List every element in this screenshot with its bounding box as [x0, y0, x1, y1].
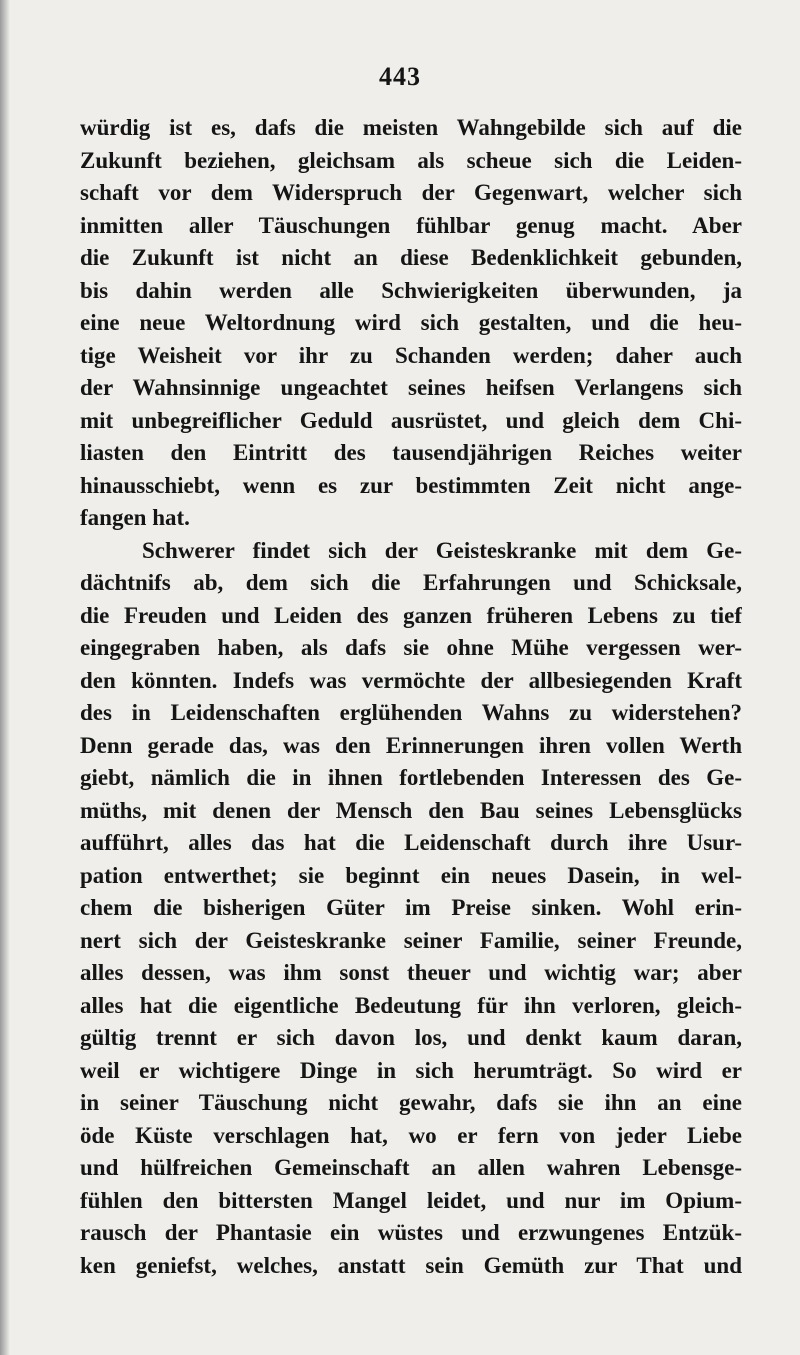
text-line: den könnten. Indefs was vermöchte der allbesiegenden Kraft [80, 667, 742, 693]
text-line: müths, mit denen der Mensch den Bau seines Lebensglücks [80, 797, 742, 823]
text-line: dächtnifs ab, dem sich die Erfahrungen und Schicksale, [80, 570, 742, 595]
text-line: gültig trennt er sich davon los, und denkt kaum daran, [80, 1025, 742, 1050]
text-line: giebt, nämlich die in ihnen fortlebenden Interessen des Ge- [80, 765, 742, 790]
text-line: fangen hat. [80, 505, 190, 530]
text-line: schaft vor dem Widerspruch der Gegenwart, welcher sich [80, 180, 742, 205]
text-line: weil er wichtigere Dinge in sich herumträgt. So wird er [80, 1057, 742, 1083]
text-line: würdig ist es, dafs die meisten Wahngebilde sich auf die [80, 115, 742, 140]
text-line: Denn gerade das, was den Erinnerungen ihren vollen Werth [80, 732, 742, 758]
text-line: des in Leidenschaften erglühenden Wahns zu widerstehen? [80, 700, 742, 725]
text-line: in seiner Täuschung nicht gewahr, dafs sie ihn an eine [80, 1090, 742, 1115]
page-gutter-shadow [0, 0, 10, 1355]
page-number: 443 [379, 62, 421, 91]
text-line: hinausschiebt, wenn es zur bestimmten Zeit nicht ange- [80, 472, 742, 498]
text-line: öde Küste verschlagen hat, wo er fern von jeder Liebe [80, 1122, 742, 1148]
text-line: mit unbegreiflicher Geduld ausrüstet, und gleich dem Chi- [80, 407, 742, 433]
text-line: eingegraben haben, als dafs sie ohne Mühe vergessen wer- [80, 635, 742, 660]
text-line: alles hat die eigentliche Bedeutung für ihn verloren, gleich- [80, 992, 742, 1018]
text-line: bis dahin werden alle Schwierigkeiten überwunden, ja [80, 277, 742, 303]
text-line: Schwerer findet sich der Geisteskranke mit dem Ge- [142, 537, 742, 563]
text-line: pation entwerthet; sie beginnt ein neues Dasein, in wel- [80, 862, 742, 888]
text-line: und hülfreichen Gemeinschaft an allen wahren Lebensge- [80, 1155, 742, 1180]
text-line: ken geniefst, welches, anstatt sein Gemüth zur That und [80, 1252, 742, 1278]
text-line: chem die bisherigen Güter im Preise sinken. Wohl erin- [80, 895, 742, 920]
text-line: inmitten aller Täuschungen fühlbar genug macht. Aber [80, 212, 742, 238]
text-line: nert sich der Geisteskranke seiner Familie, seiner Freunde, [80, 927, 742, 953]
text-line: die Freuden und Leiden des ganzen früheren Lebens zu tief [80, 602, 742, 628]
text-line: fühlen den bittersten Mangel leidet, und nur im Opium- [80, 1187, 742, 1213]
text-line: der Wahnsinnige ungeachtet seines heifsen Verlangens sich [80, 375, 742, 400]
text-line: tige Weisheit vor ihr zu Schanden werden; daher auch [80, 342, 742, 368]
body-text [80, 112, 742, 1282]
text-line: alles dessen, was ihm sonst theuer und wichtig war; aber [80, 960, 742, 985]
text-line: Zukunft beziehen, gleichsam als scheue sich die Leiden- [80, 147, 742, 173]
text-line: liasten den Eintritt des tausendjährigen Reiches weiter [80, 440, 742, 465]
text-line: die Zukunft ist nicht an diese Bedenklichkeit gebunden, [80, 245, 742, 270]
text-line: aufführt, alles das hat die Leidenschaft durch ihre Usur- [80, 830, 742, 855]
text-line: rausch der Phantasie ein wüstes und erzwungenes Entzük- [80, 1220, 742, 1245]
text-line: eine neue Weltordnung wird sich gestalten, und die heu- [80, 310, 742, 335]
